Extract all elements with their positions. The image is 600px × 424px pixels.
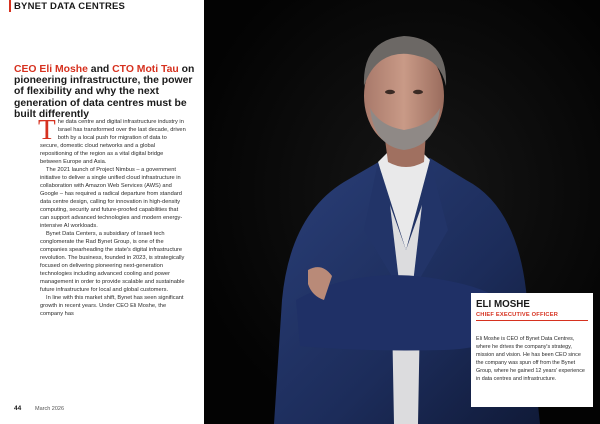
caption-name: ELI MOSHE xyxy=(476,299,530,310)
body-paragraph-1-text: he data centre and digital infrastructure industry in Israel has transformed over the last decade, driven both by a local push for migration of data to secure, domestic cloud networks and a global repositioning of the region as a vital digital bridge between Europe and Asia. xyxy=(40,119,186,165)
drop-cap: T xyxy=(38,114,56,146)
body-paragraph-1 xyxy=(38,114,186,166)
headline-cto-name: CTO Moti Tau xyxy=(112,64,179,75)
headline-conjunction: and xyxy=(87,64,113,75)
issue-date: March 2026 xyxy=(35,406,65,412)
right-eye-shape xyxy=(413,90,423,94)
caption-bio: Eli Moshe is CEO of Bynet Data Centres, where he drives the company's strategy, mission and vision. He has been CEO since the company was spun off from the Bynet Group, where he gained 12 years' experience in data centres and infrastructure. xyxy=(476,336,585,382)
headline-rest: on pioneering infrastructure, the power of flexibility and why the next generation of data centres must be built differently xyxy=(14,64,195,120)
section-title: BYNET DATA CENTRES xyxy=(14,1,126,12)
profile-caption-box xyxy=(471,293,593,407)
body-paragraph-2: The 2021 launch of Project Nimbus – a government initiative to deliver a single unified cloud infrastructure in collaboration with Amazon Web Services (AWS) and Google – has required a radical departure from standard data centre design, calling for innovation in high-density computing, security and future-proofed capabilities that can support advanced technologies and modern energy-intensive AI workloads. xyxy=(40,167,183,229)
caption-role: CHIEF EXECUTIVE OFFICER xyxy=(476,312,559,318)
article-headline xyxy=(14,64,198,120)
left-eye-shape xyxy=(385,90,395,94)
article-text-page xyxy=(0,0,204,424)
caption-divider xyxy=(476,320,588,321)
section-accent-rule xyxy=(9,0,11,12)
body-paragraph-3: Bynet Data Centers, a subsidiary of Israeli tech conglomerate the Rad Bynet Group, is one of the companies spearheading the state's digital infrastructure revolution. The business, founded in 2023, is strategically focused on delivering pioneering next-generation technologies including advanced cooling and power management in order to provide scalable and sustainable future infrastructure for local and global customers. xyxy=(40,231,185,293)
page-number: 44 xyxy=(14,405,22,412)
body-paragraph-4: In line with this market shift, Bynet has seen significant growth in recent years. Under CEO Eli Moshe, the company has xyxy=(40,295,184,317)
article-body xyxy=(38,114,186,318)
headline-ceo-name: CEO Eli Moshe xyxy=(14,64,88,75)
